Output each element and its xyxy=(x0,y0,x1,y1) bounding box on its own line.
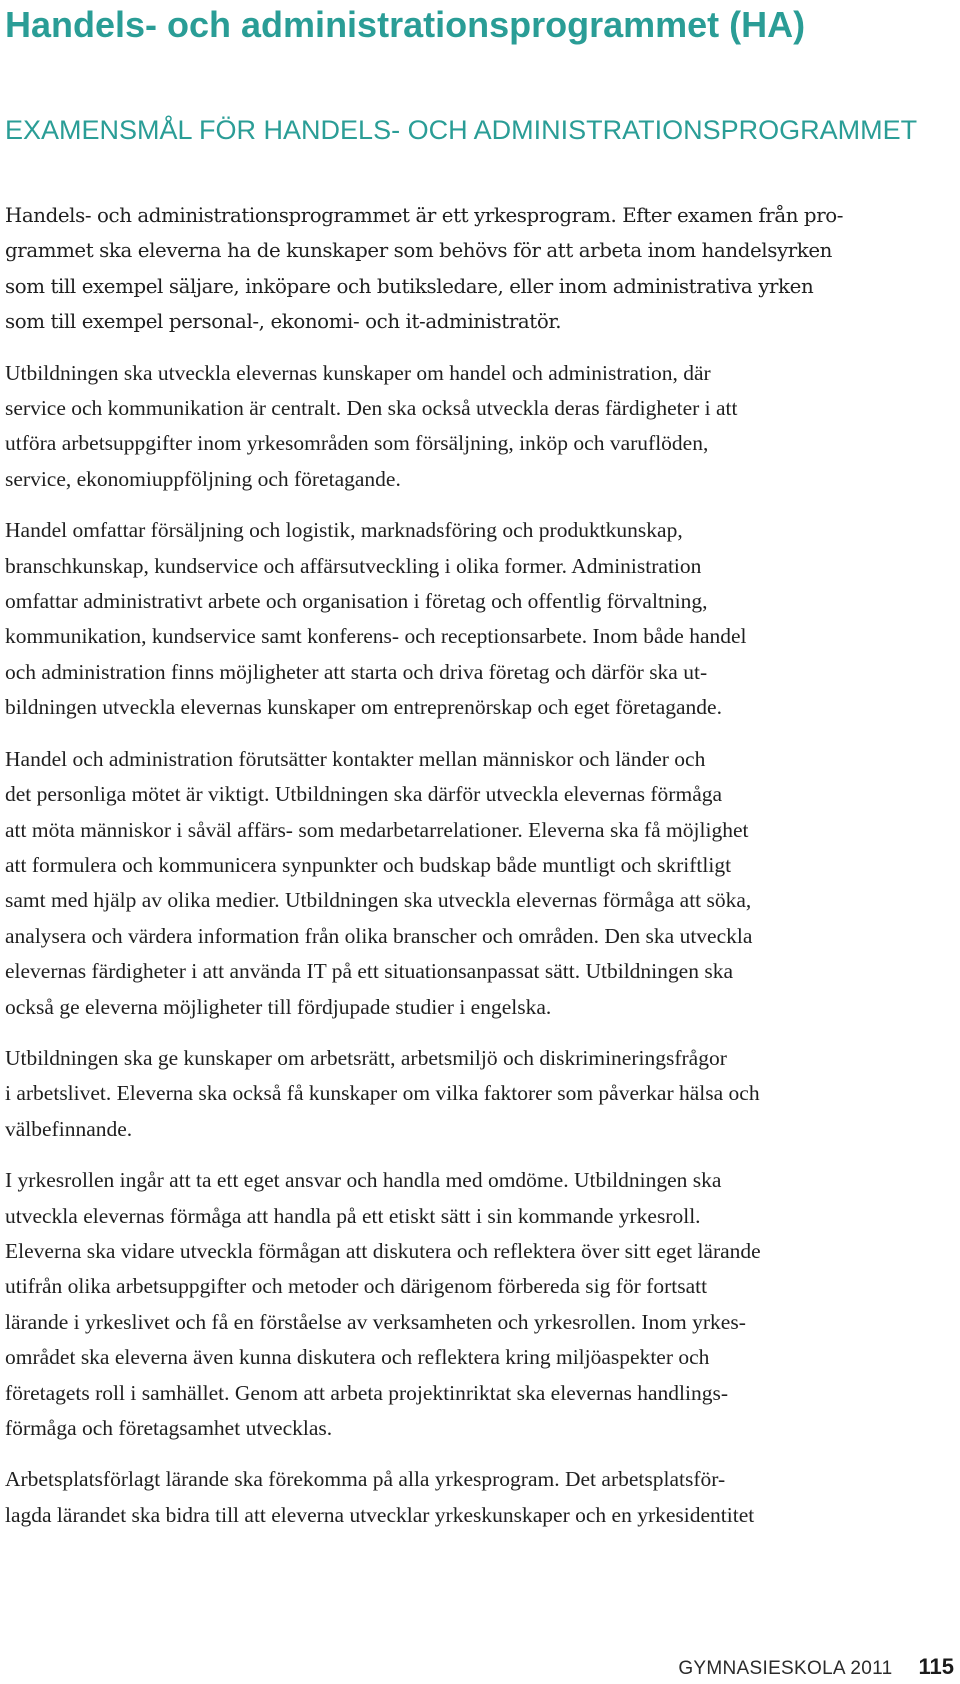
text-line: I yrkesrollen ingår att ta ett eget ansvar och handla med omdöme. Utbildningen ska xyxy=(5,1168,722,1193)
text-line: service, ekonomiuppföljning och företagande. xyxy=(5,466,401,491)
text-line: branschkunskap, kundservice och affärsutveckling i olika former. Administration xyxy=(5,553,702,578)
text-line: Utbildningen ska utveckla elevernas kunskaper om handel och administration, där xyxy=(5,360,711,385)
paragraph xyxy=(5,1163,925,1446)
paragraph xyxy=(5,198,925,340)
text-line: utveckla elevernas förmåga att handla på ett etiskt sätt i sin kommande yrkesroll. xyxy=(5,1203,701,1228)
text-line: service och kommunikation är centralt. Den ska också utveckla deras färdigheter i att xyxy=(5,396,738,421)
footer-label: GYMNASIESKOLA 2011 xyxy=(678,1658,893,1679)
text-line: kommunikation, kundservice samt konferens- och receptionsarbete. Inom både handel xyxy=(5,624,747,649)
text-line: i arbetslivet. Eleverna ska också få kunskaper om vilka faktorer som påverkar hälsa och xyxy=(5,1081,760,1106)
text-line: välbefinnande. xyxy=(5,1116,133,1141)
text-line: att möta människor i såväl affärs- som medarbetarrelationer. Eleverna ska få möjlighet xyxy=(5,817,749,842)
text-line: utifrån olika arbetsuppgifter och metoder och därigenom förbereda sig för fortsatt xyxy=(5,1274,708,1299)
text-line: att formulera och kommunicera synpunkter och budskap både muntligt och skriftligt xyxy=(5,852,732,877)
text-line: lärande i yrkeslivet och få en förståelse av verksamheten och yrkesrollen. Inom yrkes- xyxy=(5,1309,746,1334)
text-line: Handels- och administrationsprogrammet är ett yrkesprogram. Efter examen från pro- xyxy=(5,204,844,227)
text-line: som till exempel personal-, ekonomi- och it-administratör. xyxy=(5,310,562,334)
text-line: samt med hjälp av olika medier. Utbildningen ska utveckla elevernas förmåga att söka, xyxy=(5,888,752,913)
text-line: företagets roll i samhället. Genom att arbeta projektinriktat ska elevernas handlings- xyxy=(5,1380,728,1405)
page-number: 115 xyxy=(918,1654,954,1679)
text-line: Utbildningen ska ge kunskaper om arbetsrätt, arbetsmiljö och diskrimineringsfrågor xyxy=(5,1045,727,1070)
text-line: också ge eleverna möjligheter till fördjupade studier i engelska. xyxy=(5,994,552,1019)
body-text xyxy=(5,198,925,1549)
text-line: Eleverna ska vidare utveckla förmågan att diskutera och reflektera över sitt eget lärande xyxy=(5,1238,761,1263)
text-line: som till exempel säljare, inköpare och butiksledare, eller inom administrativa yrken xyxy=(5,274,814,298)
text-line: omfattar administrativt arbete och organisation i företag och offentlig förvaltning, xyxy=(5,589,708,614)
page-title: Handels- och administrationsprogrammet (HA) xyxy=(5,4,806,45)
text-line: bildningen utveckla elevernas kunskaper om entreprenörskap och eget företagande. xyxy=(5,695,722,720)
text-line: det personliga mötet är viktigt. Utbildningen ska därför utveckla elevernas förmåga xyxy=(5,782,723,807)
paragraph xyxy=(5,356,925,498)
text-line: grammet ska eleverna ha de kunskaper som behövs för att arbeta inom handelsyrken xyxy=(5,239,833,263)
text-line: och administration finns möjligheter att starta och driva företag och därför ska ut- xyxy=(5,659,708,684)
text-line: elevernas färdigheter i att använda IT på ett situationsanpassat sätt. Utbildningen ska xyxy=(5,959,733,984)
paragraph xyxy=(5,1462,925,1533)
text-line: analysera och värdera information från olika branscher och områden. Den ska utveckla xyxy=(5,923,753,948)
text-line: Arbetsplatsförlagt lärande ska förekomma på alla yrkesprogram. Det arbetsplatsför- xyxy=(5,1467,726,1492)
text-line: Handel omfattar försäljning och logistik, marknadsföring och produktkunskap, xyxy=(5,518,683,543)
paragraph xyxy=(5,742,925,1025)
paragraph xyxy=(5,1041,925,1147)
text-line: området ska eleverna även kunna diskutera och reflektera kring miljöaspekter och xyxy=(5,1345,710,1370)
text-line: lagda lärandet ska bidra till att eleverna utvecklar yrkeskunskaper och en yrkesidentitet xyxy=(5,1502,755,1527)
section-heading: EXAMENSMÅL FÖR HANDELS- OCH ADMINISTRATIONSPROGRAMMET xyxy=(5,115,918,145)
text-line: utföra arbetsuppgifter inom yrkesområden som försäljning, inköp och varuflöden, xyxy=(5,431,709,456)
paragraph xyxy=(5,513,925,725)
page-footer xyxy=(678,1654,954,1680)
text-line: Handel och administration förutsätter kontakter mellan människor och länder och xyxy=(5,746,706,771)
text-line: förmåga och företagsamhet utvecklas. xyxy=(5,1416,333,1440)
